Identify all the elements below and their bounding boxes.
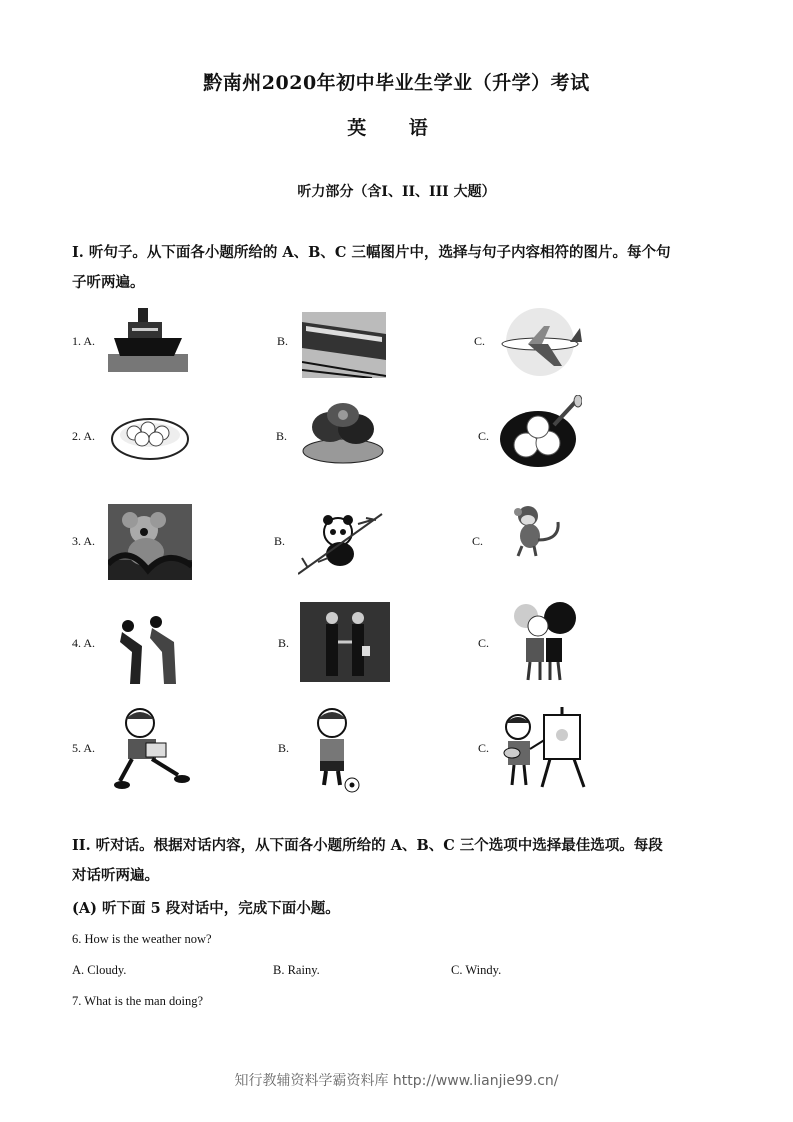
- footer-watermark: 知行教辅资料学霸资料库 http://www.lianjie99.cn/: [234, 1073, 559, 1089]
- q1-label-a: 1. A.: [72, 334, 96, 348]
- q3-label-b: B.: [274, 534, 286, 548]
- q3-label-a: 3. A.: [72, 534, 96, 548]
- section2-instruction-line2: 对话听两遍。: [72, 867, 159, 884]
- train-picture: [302, 312, 386, 378]
- q3-label-c: C.: [472, 534, 484, 548]
- exam-title: 黔南州2020年初中毕业生学业（升学）考试: [203, 72, 590, 94]
- exam-subject: 英 语: [347, 117, 446, 139]
- q5-label-a: 5. A.: [72, 741, 96, 755]
- panda-picture: [298, 504, 384, 576]
- q6-option-c: C. Windy.: [451, 963, 502, 977]
- football-boy-picture: [302, 705, 368, 793]
- q6-option-b: B. Rainy.: [273, 963, 320, 977]
- question-row-2: [0, 395, 793, 485]
- monkey-picture: [506, 500, 568, 560]
- q4-label-b: B.: [278, 636, 290, 650]
- section2-sub-a: (A) 听下面 5 段对话中，完成下面小题。: [72, 900, 340, 917]
- mooncakes-picture: [300, 397, 386, 467]
- question-7: 7. What is the man doing?: [72, 994, 203, 1008]
- question-row-1: [0, 300, 793, 390]
- reading-boy-picture: [112, 705, 194, 791]
- q5-label-b: B.: [278, 741, 290, 755]
- handshake-picture: [300, 602, 390, 682]
- painting-boy-picture: [498, 701, 596, 791]
- airplane-picture: [498, 306, 582, 378]
- q2-label-a: 2. A.: [72, 429, 96, 443]
- section2-instruction: [72, 831, 732, 891]
- q4-label-a: 4. A.: [72, 636, 96, 650]
- section2-instruction-line1: II. 听对话。根据对话内容，从下面各小题所给的 A、B、C 三个选项中选择最佳选项。每段: [72, 837, 663, 854]
- question-row-5: [0, 705, 793, 795]
- q2-label-c: C.: [478, 429, 490, 443]
- q1-label-b: B.: [277, 334, 289, 348]
- listening-part-heading: 听力部分（含I、II、III 大题）: [297, 184, 496, 200]
- q1-label-c: C.: [474, 334, 486, 348]
- dumplings-picture: [110, 405, 190, 465]
- kiss-picture: [500, 602, 584, 686]
- koala-picture: [108, 504, 192, 580]
- question-6: 6. How is the weather now?: [72, 932, 212, 946]
- ship-picture: [108, 304, 188, 372]
- section1-instruction-line2: 子听两遍。: [72, 274, 145, 291]
- section1-instruction: [72, 238, 732, 298]
- q2-label-b: B.: [276, 429, 288, 443]
- question-row-4: [0, 602, 793, 692]
- q6-option-a: A. Cloudy.: [72, 963, 127, 977]
- bowing-picture: [112, 612, 196, 686]
- question-row-3: [0, 500, 793, 590]
- q4-label-c: C.: [478, 636, 490, 650]
- section1-instruction-line1: I. 听句子。从下面各小题所给的 A、B、C 三幅图片中，选择与句子内容相符的图片。每个句: [72, 244, 671, 261]
- rice-balls-picture: [498, 395, 582, 469]
- q5-label-c: C.: [478, 741, 490, 755]
